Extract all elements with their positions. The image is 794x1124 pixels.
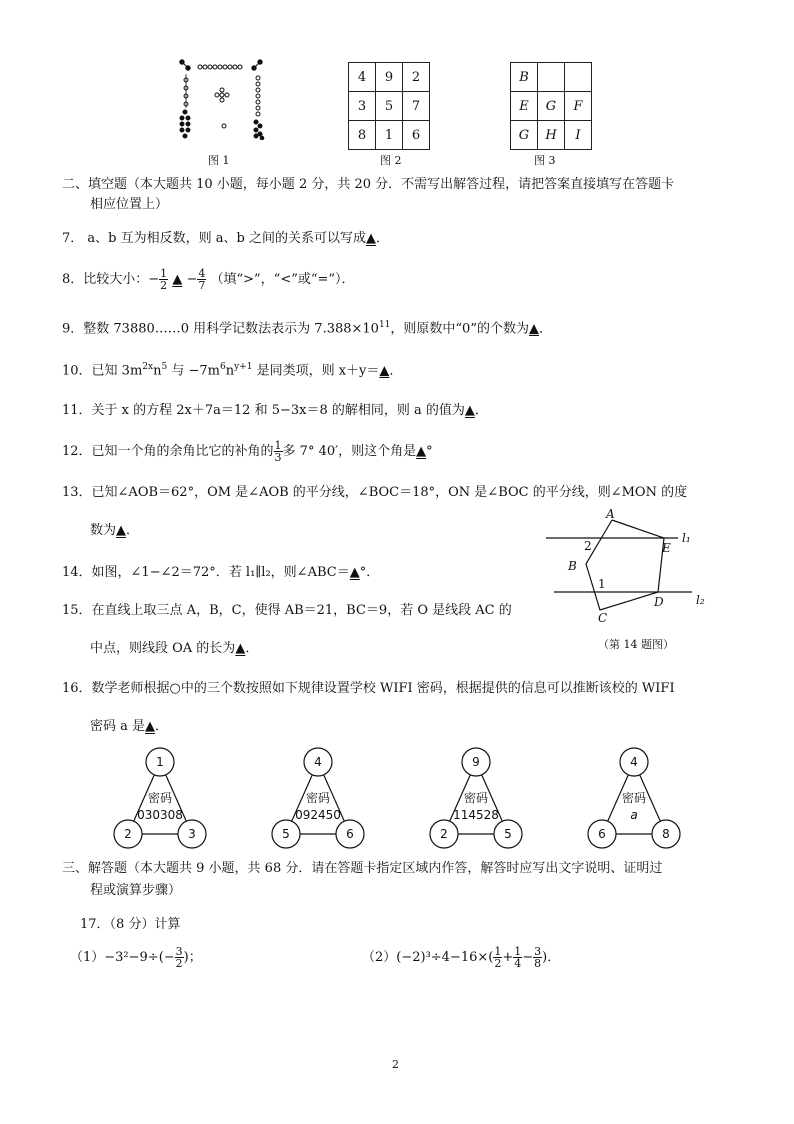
q17-p1-a: （1）−3²−9÷(− (70, 950, 175, 965)
q14-figure (540, 506, 720, 622)
circle-left-number: 2 (124, 827, 132, 841)
q17-p2-plus: + (502, 950, 514, 965)
q8-f1-den: 2 (160, 279, 168, 292)
circle-right-number: 3 (188, 827, 196, 841)
q16-line2: 密码 a 是 (90, 719, 146, 734)
label-E: E (662, 541, 671, 555)
password-code: 030308 (137, 808, 183, 822)
grid-cell: 6 (403, 121, 430, 150)
question-17-heading: 17．（8 分）计算 (80, 917, 181, 932)
grid-cell: 7 (403, 92, 430, 121)
password-code: 092450 (295, 808, 341, 822)
grid-cell: 3 (349, 92, 376, 121)
answer-blank-14: ▲ (349, 565, 360, 580)
question-15-line-1: 15．在直线上取三点 A，B，C，使得 AB＝21，BC＝9，若 O 是线段 AC 的 (62, 603, 512, 618)
circle-top-number: 9 (472, 755, 480, 769)
section-3-heading-cont: 程或演算步骤） (90, 883, 182, 898)
figure-3-caption: 图 3 (534, 154, 556, 167)
q17-p1-den: 2 (175, 957, 183, 970)
question-8 (62, 268, 355, 291)
grid-cell: H (538, 121, 565, 150)
q17-p2-fraction-2 (513, 946, 522, 969)
password-triangle (430, 748, 522, 848)
grid-cell: E (511, 92, 538, 121)
label-l1: l₁ (682, 531, 691, 545)
circle-left-number: 2 (440, 827, 448, 841)
answer-blank-16: ▲ (145, 719, 156, 734)
q15-line2: 中点，则线段 OA 的长为 (90, 641, 236, 656)
q11-end: ． (474, 403, 488, 418)
q17-p2-b: )． (542, 950, 561, 965)
q17-p2-n2: 1 (514, 945, 522, 958)
q16-password-triangles (100, 744, 720, 854)
question-17-part-2 (362, 946, 560, 969)
pentagon (586, 520, 664, 610)
password-code: a (630, 808, 638, 822)
password-label: 密码 (305, 791, 331, 805)
q10-b: n (153, 363, 162, 379)
question-12 (62, 440, 433, 463)
grid-cell: F (565, 92, 592, 121)
q17-p2-fraction-1 (493, 946, 502, 969)
q8-mid: − (186, 272, 198, 287)
answer-blank-9: ▲ (528, 321, 539, 337)
question-9 (62, 316, 552, 338)
answer-blank-7: ▲ (365, 231, 376, 246)
q13-end: ． (126, 523, 140, 538)
grid-cell: 8 (349, 121, 376, 150)
q9-end: ． (538, 321, 552, 337)
q17-p2-a: （2）(−2)³÷4−16×( (362, 950, 494, 965)
grid-cell: 4 (349, 63, 376, 92)
q17-p2-d1: 2 (494, 957, 502, 970)
question-16-line-1: 16．数学老师根据○中的三个数按照如下规律设置学校 WIFI 密码，根据提供的信息可以推断该校的 WIFI (62, 681, 675, 696)
password-label: 密码 (621, 791, 647, 805)
circle-top-number: 1 (156, 755, 164, 769)
label-angle-1: 1 (598, 577, 606, 591)
circle-left-number: 5 (282, 827, 290, 841)
label-C: C (598, 611, 608, 622)
q10-d: n (225, 363, 235, 379)
section-3-heading: 三、解答题（本大题共 9 小题，共 68 分．请在答题卡指定区域内作答，解答时应写出文字说明、证明过 (62, 861, 663, 876)
q10-c: 与 −7m (167, 363, 220, 379)
circle-top-number: 4 (314, 755, 322, 769)
question-10 (62, 358, 402, 380)
q17-p2-d3: 8 (534, 957, 542, 970)
q8-fraction-1 (159, 268, 168, 291)
q17-p2-fraction-3 (533, 946, 542, 969)
grid-cell: 5 (376, 92, 403, 121)
section-2-heading-cont: 相应位置上） (90, 197, 169, 212)
label-B: B (568, 559, 577, 573)
answer-blank-10: ▲ (379, 363, 390, 379)
figure-3-letter-square (510, 62, 592, 150)
section-2-heading: 二、填空题（本大题共 10 小题，每小题 2 分，共 20 分．不需写出解答过程，请把答案直接填写在答题卡 (62, 177, 675, 192)
password-triangle (588, 748, 680, 848)
q17-p2-d2: 4 (514, 957, 522, 970)
q13-line2: 数为 (90, 523, 117, 538)
circle-left-number: 6 (598, 827, 606, 841)
question-7 (62, 230, 389, 248)
answer-blank-15: ▲ (235, 641, 246, 656)
q10-a: 10．已知 3m (62, 363, 143, 379)
answer-blank-13: ▲ (116, 523, 127, 538)
q9-text: 9．整数 73880……0 用科学记数法表示为 7.388×10 (62, 321, 379, 337)
question-13-line-1: 13．已知∠AOB＝62°，OM 是∠AOB 的平分线，∠BOC＝18°，ON 是∠BOC 的平分线，则∠MON 的度 (62, 485, 688, 500)
q8-prefix: 8．比较大小：− (62, 272, 160, 287)
q17-p2-n1: 1 (494, 945, 502, 958)
q12-end: ° (426, 444, 433, 459)
grid-cell: 1 (376, 121, 403, 150)
password-label: 密码 (463, 791, 489, 805)
q7-text: 7． a、b 互为相反数，则 a、b 之间的关系可以写成 (62, 231, 366, 246)
q12-f-den: 3 (274, 451, 282, 464)
answer-blank-8: ▲ (172, 272, 183, 287)
q9-exponent: 11 (378, 320, 391, 330)
q14-end: °． (359, 565, 380, 580)
circle-top-number: 4 (630, 755, 638, 769)
q12-text: 12．已知一个角的余角比它的补角的 (62, 444, 274, 459)
grid-cell: B (511, 63, 538, 92)
q17-p1-fraction (175, 946, 184, 969)
q8-f1-num: 1 (160, 267, 168, 280)
grid-cell: 9 (376, 63, 403, 92)
question-13-line-2 (90, 522, 139, 540)
label-A: A (606, 507, 615, 521)
q10-end: ． (389, 363, 403, 379)
label-angle-2: 2 (584, 539, 592, 553)
q10-c-sup: 6 (219, 362, 226, 372)
figure-1-luoshu (172, 56, 272, 140)
figure-2-magic-square (348, 62, 430, 150)
q10-d-sup: y+1 (234, 362, 253, 372)
q17-p1-num: 3 (175, 945, 183, 958)
grid-cell: G (511, 121, 538, 150)
q15-end: ． (245, 641, 259, 656)
q8-f2-den: 7 (198, 279, 206, 292)
password-triangle (272, 748, 364, 848)
label-l2: l₂ (696, 593, 705, 607)
q11-text: 11．关于 x 的方程 2x＋7a＝12 和 5−3x＝8 的解相同，则 a 的值为 (62, 403, 465, 418)
circle-right-number: 5 (504, 827, 512, 841)
q17-p2-n3: 3 (534, 945, 542, 958)
question-15-line-2 (90, 640, 258, 658)
q10-b-sup: 5 (161, 362, 168, 372)
q16-end: ． (155, 719, 169, 734)
q10-a-sup: 2x (142, 362, 154, 372)
q14-figure-caption: （第 14 题图） (598, 638, 674, 651)
q8-suffix: （填“>”，“<”或“=”）． (210, 272, 355, 287)
q12-text2: 多 7° 40′，则这个角是 (282, 444, 417, 459)
answer-blank-12: ▲ (416, 444, 427, 459)
password-code: 114528 (453, 808, 499, 822)
q9-text2: ，则原数中“0”的个数为 (390, 321, 529, 337)
grid-cell (538, 63, 565, 92)
answer-blank-11: ▲ (464, 403, 475, 418)
question-11 (62, 402, 488, 420)
grid-cell: I (565, 121, 592, 150)
password-triangle (114, 748, 206, 848)
q14-text: 14．如图，∠1−∠2＝72°．若 l₁∥l₂，则∠ABC＝ (62, 565, 350, 580)
password-label: 密码 (147, 791, 173, 805)
page-number: 2 (392, 1058, 399, 1071)
question-17-part-1 (70, 946, 202, 969)
question-16-line-2 (90, 718, 168, 736)
q17-p1-b: )； (183, 950, 202, 965)
q8-fraction-2 (197, 268, 206, 291)
circle-right-number: 6 (346, 827, 354, 841)
q12-fraction (274, 440, 283, 463)
grid-cell: G (538, 92, 565, 121)
q10-e: 是同类项，则 x＋y＝ (252, 363, 380, 379)
figure-2-caption: 图 2 (380, 154, 402, 167)
q17-p2-minus: − (522, 950, 534, 965)
q12-f-num: 1 (274, 439, 282, 452)
label-D: D (654, 595, 664, 609)
figure-1-caption: 图 1 (208, 154, 230, 167)
grid-cell: 2 (403, 63, 430, 92)
q7-end: ． (375, 231, 389, 246)
circle-right-number: 8 (662, 827, 670, 841)
grid-cell (565, 63, 592, 92)
q8-f2-num: 4 (198, 267, 206, 280)
question-14 (62, 564, 379, 582)
